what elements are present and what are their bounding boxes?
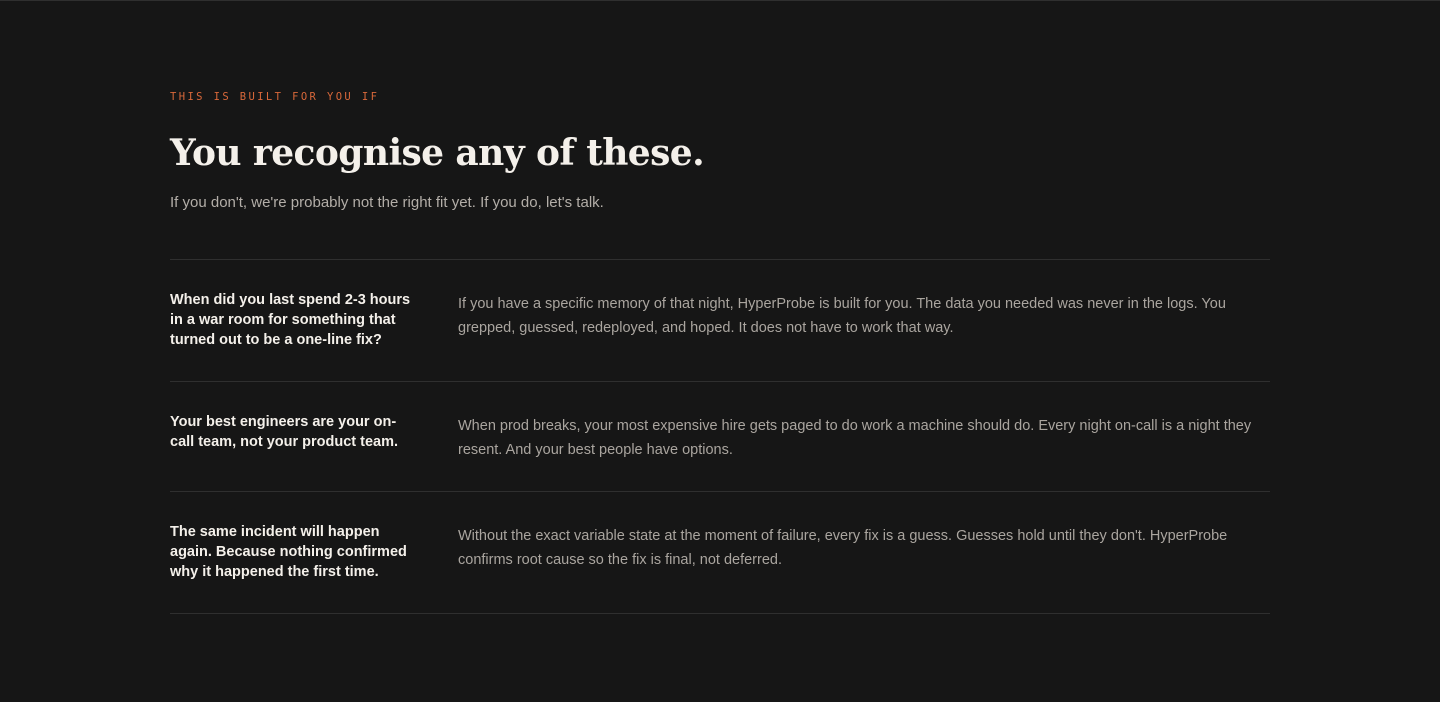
item-question: The same incident will happen again. Because nothing confirmed why it happened the first time. — [170, 524, 407, 580]
section-eyebrow: THIS IS BUILT FOR YOU IF — [170, 91, 380, 103]
divider — [170, 259, 1270, 260]
divider — [170, 381, 1270, 382]
item-answer: When prod breaks, your most expensive hire gets paged to do work a machine should do. Every night on-call is a night they resent. And your best people have options. — [458, 418, 1252, 458]
item-answer: If you have a specific memory of that night, HyperProbe is built for you. The data you needed was never in the logs. You grepped, guessed, redeployed, and hoped. It does not have to work that way. — [458, 296, 1226, 336]
divider — [170, 613, 1270, 614]
item-question: Your best engineers are your on-call team, not your product team. — [170, 414, 399, 450]
top-divider — [0, 0, 1440, 1]
item-answer: Without the exact variable state at the moment of failure, every fix is a guess. Guesses hold until they don't. HyperProbe confirms root cause so the fix is final, not deferred. — [458, 528, 1228, 568]
section-subtitle: If you don't, we're probably not the right fit yet. If you do, let's talk. — [170, 194, 604, 211]
divider — [170, 491, 1270, 492]
section-title: You recognise any of these. — [170, 132, 705, 174]
item-question: When did you last spend 2-3 hours in a war room for something that turned out to be a one-line fix? — [170, 292, 411, 348]
